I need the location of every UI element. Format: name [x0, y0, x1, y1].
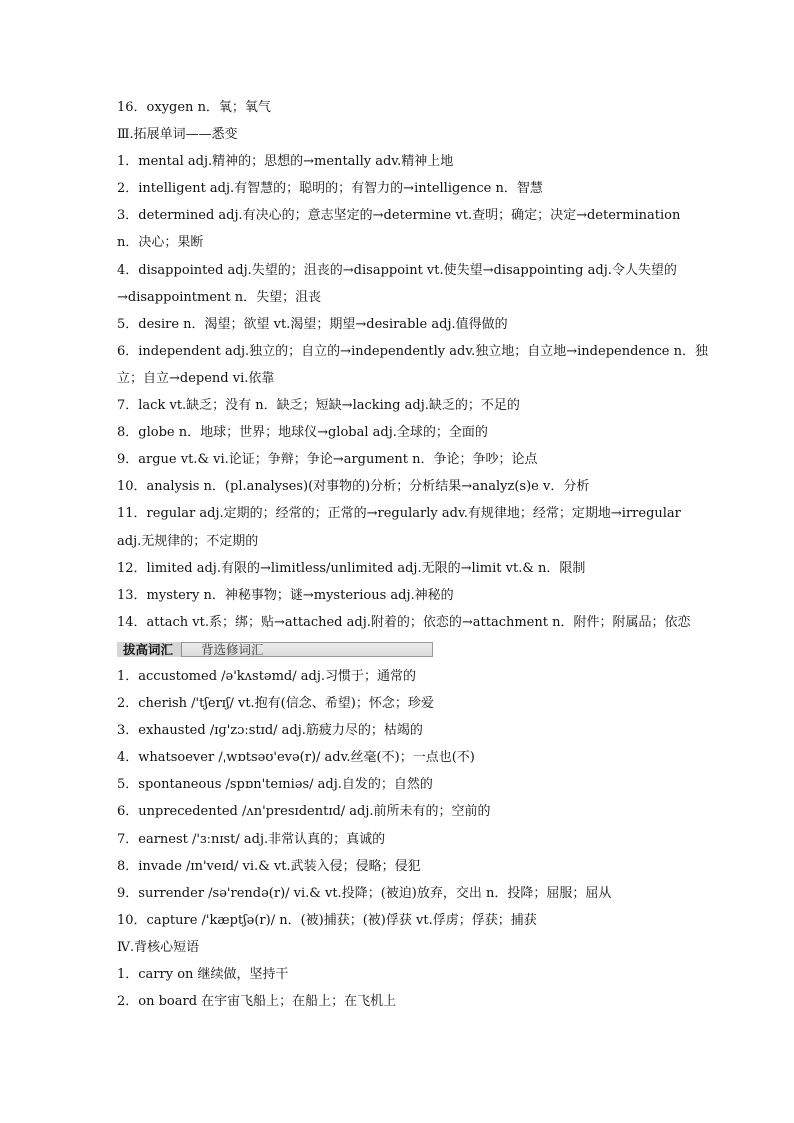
phrase-item: 2．on board 在宇宙飞船上；在船上；在飞机上 — [117, 994, 397, 1010]
section-heading-expand-words: Ⅲ.拓展单词——悉变 — [117, 127, 238, 143]
vocab-item: 1．accustomed /ə'kʌstəmd/ adj.习惯于；通常的 — [117, 668, 417, 684]
vocab-item-continued: n．决心；果断 — [117, 235, 204, 251]
vocab-item: 4．whatsoever /ˌwɒtsəʊ'evə(r)/ adv.丝毫(不)；一点也(不) — [117, 750, 475, 766]
vocab-item: 13．mystery n．神秘事物；谜→mysterious adj.神秘的 — [117, 587, 454, 603]
vocab-item: 10．analysis n．(pl.analyses)(对事物的)分析；分析结果→analyz(s)e v．分析 — [117, 479, 590, 495]
vocab-item: 10．capture /'kæptʃə(r)/ n．(被)捕获；(被)俘获 vt.俘虏；俘获；捕获 — [117, 912, 537, 928]
vocab-item: 9．surrender /sə'rendə(r)/ vi.& vt.投降；(被迫)放弃，交出 n．投降；屈服；屈从 — [117, 885, 612, 901]
vocab-item: 5．spontaneous /spɒn'teɪniəs/ adj.自发的；自然的 — [117, 777, 433, 793]
document-body — [117, 94, 708, 1015]
advanced-vocab-banner — [117, 636, 677, 663]
vocab-item: 16．oxygen n．氧；氧气 — [117, 100, 271, 115]
vocab-item: 3．determined adj.有决心的；意志坚定的→determine vt.查明；确定；决定→determination — [117, 208, 681, 224]
vocab-item: 2．intelligent adj.有智慧的；聪明的；有智力的→intelligence n．智慧 — [117, 181, 543, 197]
vocab-item: 2．cherish /'tʃerɪʃ/ vt.抱有(信念、希望)；怀念；珍爱 — [117, 696, 434, 712]
vocab-item-continued: adj.无规律的；不定期的 — [117, 533, 259, 549]
banner-tag: 拔高词汇 — [117, 642, 182, 657]
banner-subtitle: 背选修词汇 — [201, 641, 264, 657]
vocab-item: 1．mental adj.精神的；思想的→mentally adv.精神上地 — [117, 154, 454, 170]
section-heading-core-phrases: Ⅳ.背核心短语 — [117, 939, 200, 955]
vocab-item: 3．exhausted /ɪɡ'zɔːstɪd/ adj.筋疲力尽的；枯竭的 — [117, 723, 423, 739]
vocab-item: 12．limited adj.有限的→limitless/unlimited adj.无限的→limit vt.& n．限制 — [117, 560, 586, 576]
vocab-item: 6．unprecedented /ʌn'presɪdentɪd/ adj.前所未有的；空前的 — [117, 804, 491, 820]
vocab-item: 4．disappointed adj.失望的；沮丧的→disappoint vt.使失望→disappointing adj.令人失望的 — [117, 262, 677, 278]
vocab-item-continued: →disappointment n．失望；沮丧 — [117, 289, 322, 305]
vocab-item-continued: 立；自立→depend vi.依靠 — [117, 370, 275, 386]
vocab-item: 7．earnest /'ɜːnɪst/ adj.非常认真的；真诚的 — [117, 831, 386, 847]
vocab-item: 9．argue vt.& vi.论证；争辩；争论→argument n．争论；争吵；论点 — [117, 452, 538, 468]
vocab-item: 6．independent adj.独立的；自立的→independently adv.独立地；自立地→independence n．独 — [117, 343, 708, 359]
vocab-item: 7．lack vt.缺乏；没有 n．缺乏；短缺→lacking adj.缺乏的；不足的 — [117, 398, 520, 414]
vocab-item: 8．globe n．地球；世界；地球仪→global adj.全球的；全面的 — [117, 425, 488, 441]
vocab-item: 8．invade /ɪn'veɪd/ vi.& vt.武装入侵；侵略；侵犯 — [117, 858, 421, 874]
vocab-item: 14．attach vt.系；绑；贴→attached adj.附着的；依恋的→attachment n．附件；附属品；依恋 — [117, 614, 691, 630]
phrase-item: 1．carry on 继续做，坚持干 — [117, 967, 289, 982]
vocab-item: 5．desire n．渴望；欲望 vt.渴望；期望→desirable adj.值得做的 — [117, 316, 508, 332]
vocab-item: 11．regular adj.定期的；经常的；正常的→regularly adv.有规律地；经常；定期地→irregular — [117, 506, 681, 522]
